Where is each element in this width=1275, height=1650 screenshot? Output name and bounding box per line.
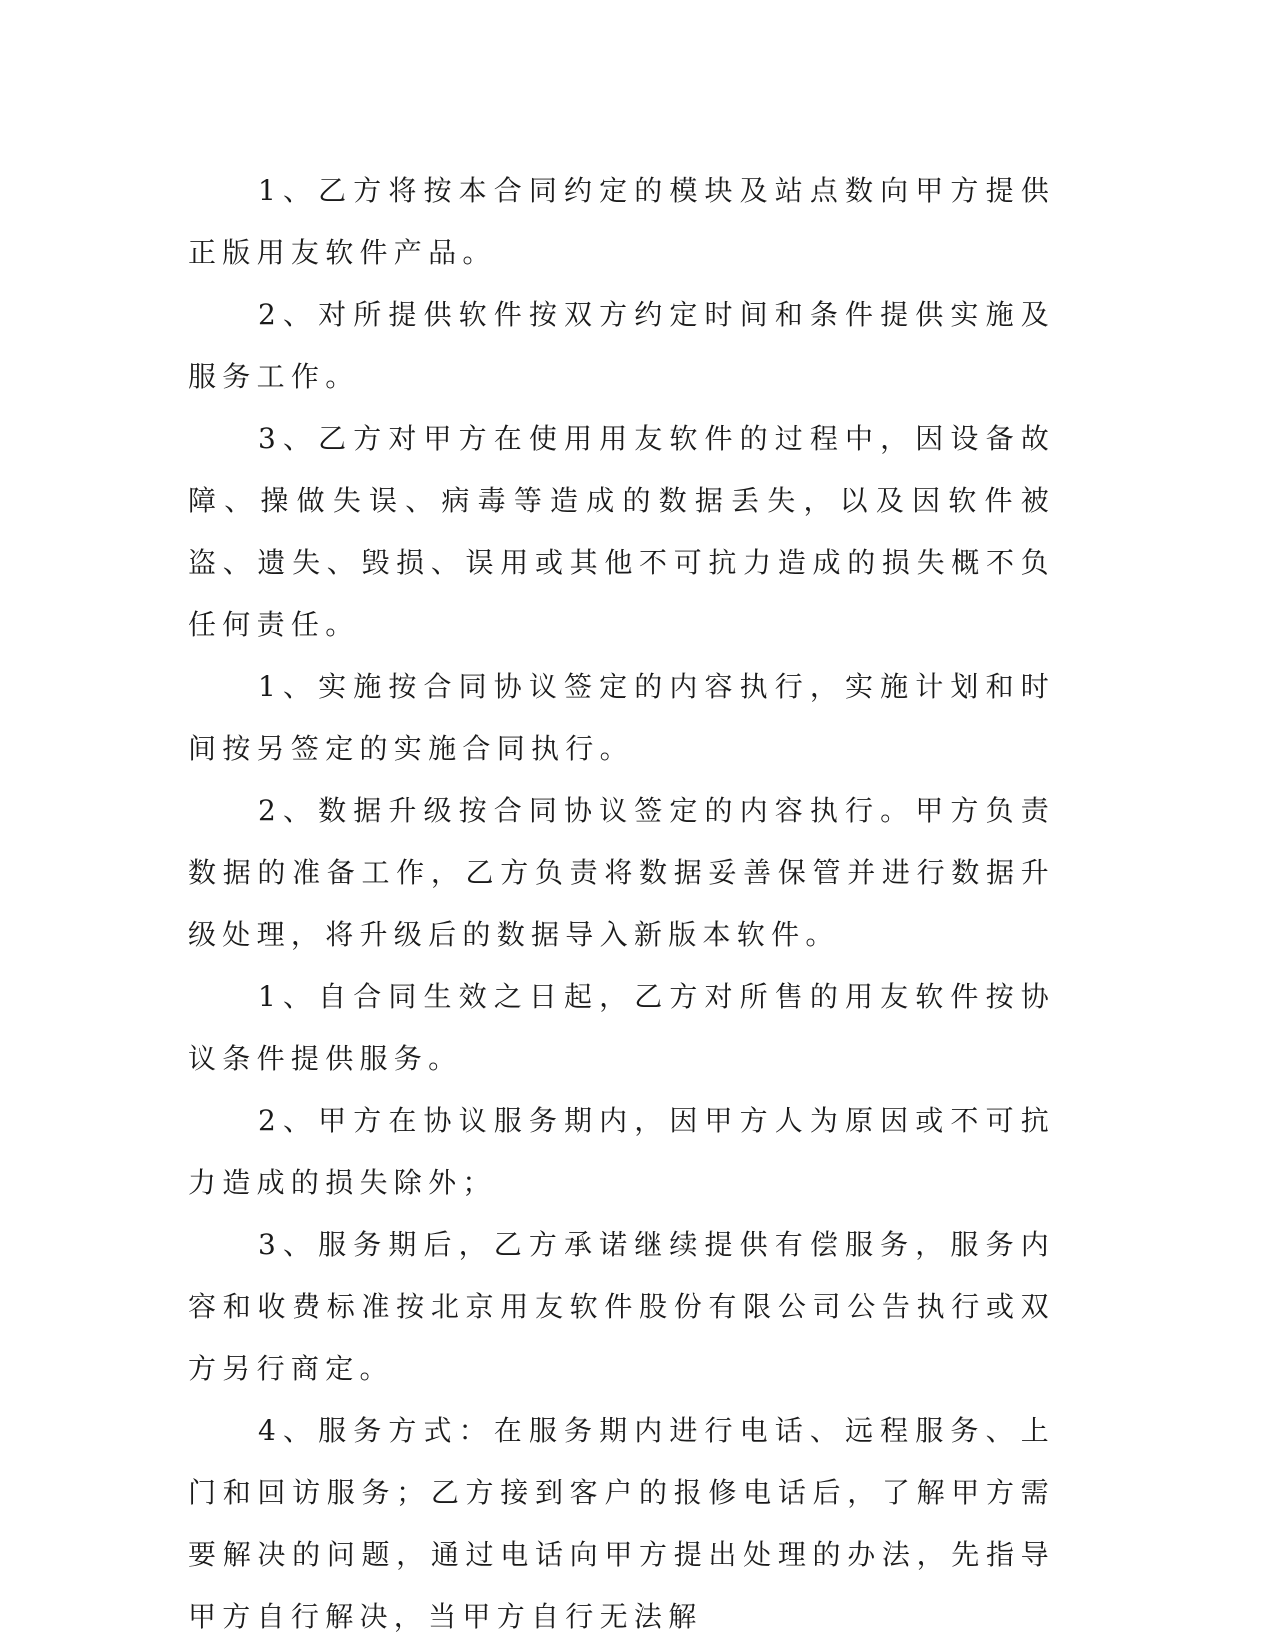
document-body bbox=[188, 160, 1055, 1648]
paragraph-7: 2、甲方在协议服务期内，因甲方人为原因或不可抗力造成的损失除外； bbox=[188, 1104, 1055, 1199]
paragraph-8: 3、服务期后，乙方承诺继续提供有偿服务，服务内容和收费标准按北京用友软件股份有限公司公告执行或双方另行商定。 bbox=[188, 1228, 1055, 1385]
paragraph-3: 3、乙方对甲方在使用用友软件的过程中，因设备故障、操做失误、病毒等造成的数据丢失，以及因软件被盗、遗失、毁损、误用或其他不可抗力造成的损失概不负任何责任。 bbox=[188, 422, 1055, 641]
paragraph-9: 4、服务方式：在服务期内进行电话、远程服务、上门和回访服务；乙方接到客户的报修电话后，了解甲方需要解决的问题，通过电话向甲方提出处理的办法，先指导甲方自行解决，当甲方自行无法解 bbox=[188, 1414, 1055, 1633]
paragraph-4: 1、实施按合同协议签定的内容执行，实施计划和时间按另签定的实施合同执行。 bbox=[188, 670, 1055, 765]
paragraph-5: 2、数据升级按合同协议签定的内容执行。甲方负责数据的准备工作，乙方负责将数据妥善保管并进行数据升级处理，将升级后的数据导入新版本软件。 bbox=[188, 794, 1055, 951]
paragraph-6: 1、自合同生效之日起，乙方对所售的用友软件按协议条件提供服务。 bbox=[188, 980, 1055, 1075]
paragraph-2: 2、对所提供软件按双方约定时间和条件提供实施及服务工作。 bbox=[188, 298, 1055, 393]
paragraph-1: 1、乙方将按本合同约定的模块及站点数向甲方提供正版用友软件产品。 bbox=[188, 174, 1055, 269]
